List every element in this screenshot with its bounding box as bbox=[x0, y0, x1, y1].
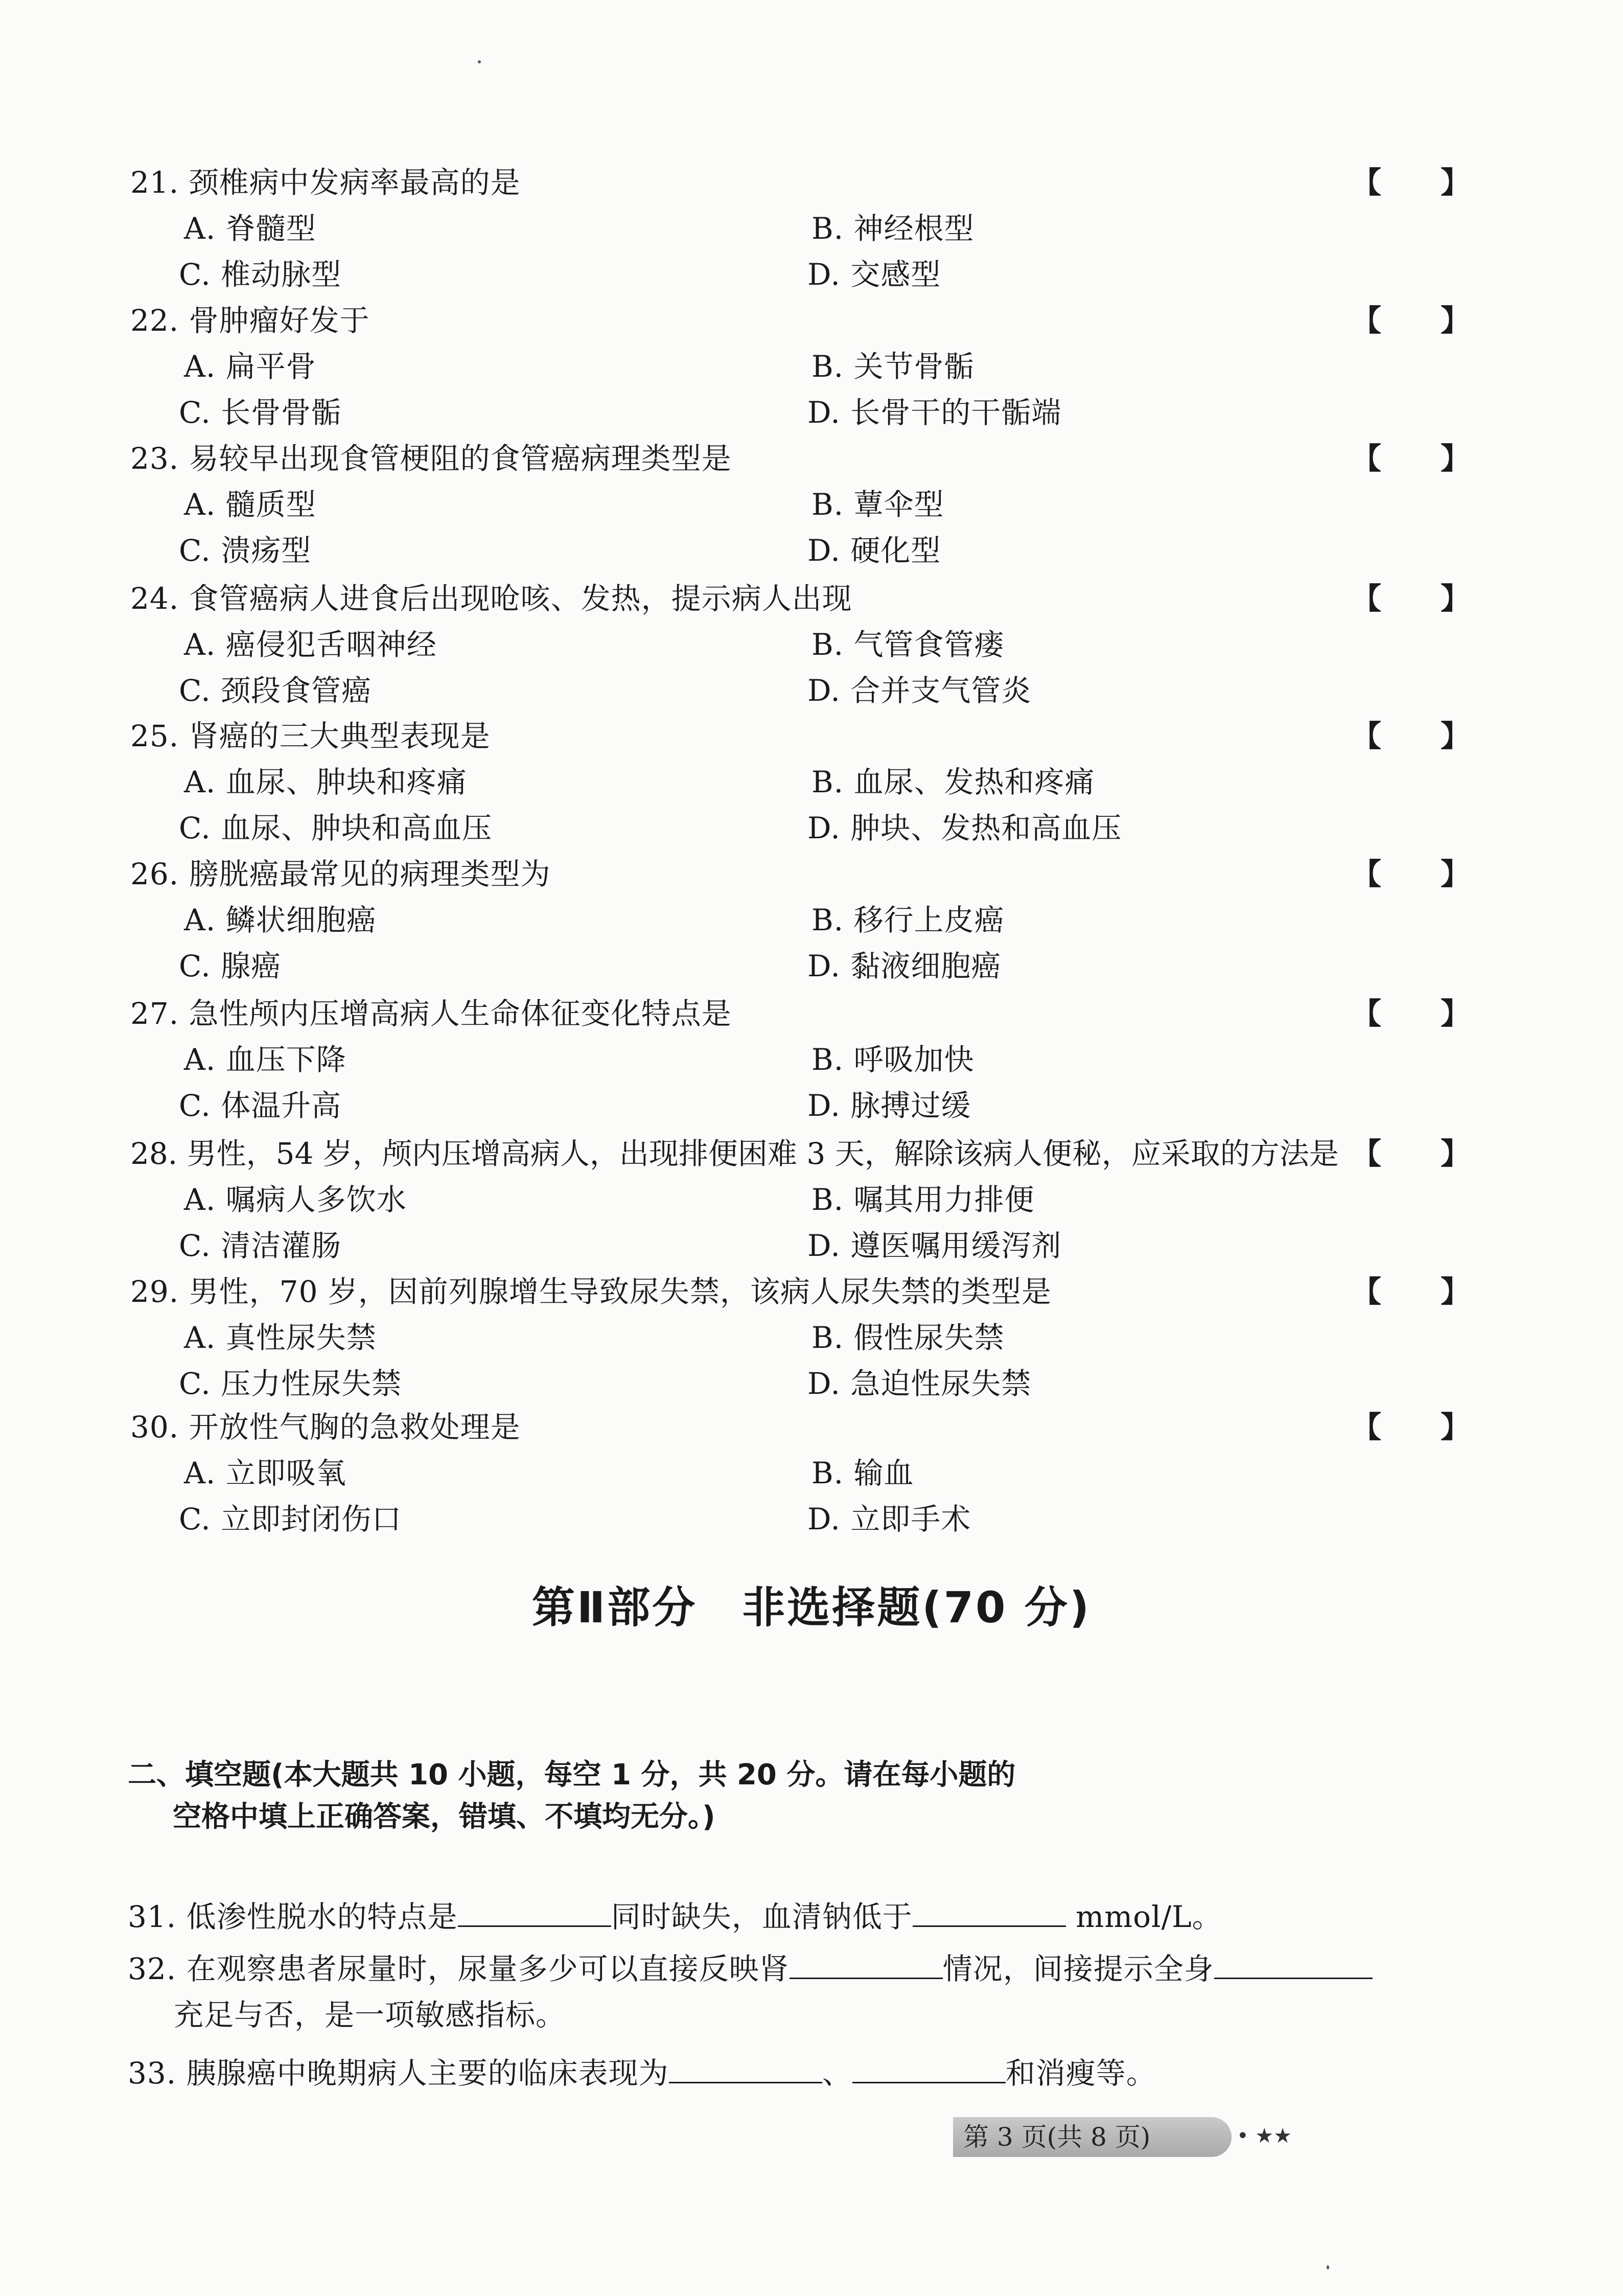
q32-blank-1[interactable] bbox=[790, 1949, 943, 1979]
option-b: B. 血尿、发热和疼痛 bbox=[812, 765, 1095, 799]
question-32-cont: 充足与否，是一项敏感指标。 bbox=[174, 1997, 566, 2032]
question-stem: 27. 急性颅内压增高病人生命体征变化特点是 bbox=[130, 996, 732, 1031]
option-a: A. 脊髓型 bbox=[184, 211, 316, 246]
option-b: B. 输血 bbox=[812, 1456, 914, 1490]
option-a: A. 扁平骨 bbox=[184, 349, 316, 384]
answer-bracket: 【 】 bbox=[1352, 581, 1471, 616]
option-c: C. 颈段食管癌 bbox=[179, 673, 372, 708]
option-d: D. 黏液细胞癌 bbox=[807, 949, 1002, 983]
question-stem: 28. 男性，54 岁，颅内压增高病人，出现排便困难 3 天，解除该病人便秘，应采取的方法是 bbox=[130, 1136, 1339, 1171]
option-c: C. 溃疡型 bbox=[179, 533, 312, 568]
option-c: C. 体温升高 bbox=[179, 1088, 342, 1123]
option-d: D. 立即手术 bbox=[807, 1502, 971, 1536]
option-a: A. 血压下降 bbox=[184, 1042, 346, 1077]
answer-bracket: 【 】 bbox=[1352, 1410, 1471, 1444]
answer-bracket: 【 】 bbox=[1352, 857, 1471, 891]
option-c: C. 血尿、肿块和高血压 bbox=[179, 811, 493, 845]
option-a: A. 立即吸氧 bbox=[184, 1456, 346, 1490]
option-c: C. 腺癌 bbox=[179, 949, 282, 983]
question-stem: 21. 颈椎病中发病率最高的是 bbox=[130, 165, 521, 200]
option-d: D. 交感型 bbox=[807, 257, 941, 292]
scan-speck bbox=[478, 60, 481, 63]
question-stem: 24. 食管癌病人进食后出现呛咳、发热，提示病人出现 bbox=[130, 581, 852, 616]
question-33 bbox=[128, 2053, 1156, 2091]
option-a: A. 癌侵犯舌咽神经 bbox=[184, 627, 437, 662]
question-30 bbox=[130, 1409, 1469, 1547]
answer-bracket: 【 】 bbox=[1352, 165, 1471, 200]
option-c: C. 立即封闭伤口 bbox=[179, 1502, 402, 1536]
option-b: B. 神经根型 bbox=[812, 211, 975, 246]
option-a: A. 血尿、肿块和疼痛 bbox=[184, 765, 467, 799]
question-26 bbox=[130, 856, 1469, 994]
option-d: D. 长骨干的干骺端 bbox=[807, 395, 1062, 430]
question-22 bbox=[130, 303, 1469, 441]
question-stem: 22. 骨肿瘤好发于 bbox=[130, 303, 370, 338]
q33-blank-2[interactable] bbox=[852, 2053, 1006, 2083]
option-a: A. 真性尿失禁 bbox=[184, 1320, 377, 1355]
q32-text-1: 32. 在观察患者尿量时，尿量多少可以直接反映肾 bbox=[128, 1951, 790, 1986]
option-b: B. 关节骨骺 bbox=[812, 349, 975, 384]
q32-text-2: 情况，间接提示全身 bbox=[942, 1951, 1214, 1986]
option-d: D. 合并支气管炎 bbox=[807, 673, 1032, 708]
option-b: B. 呼吸加快 bbox=[812, 1042, 975, 1077]
option-d: D. 肿块、发热和高血压 bbox=[807, 811, 1122, 845]
option-b: B. 假性尿失禁 bbox=[812, 1320, 1005, 1355]
option-b: B. 蕈伞型 bbox=[812, 487, 944, 522]
question-28 bbox=[130, 1136, 1469, 1274]
question-24 bbox=[130, 581, 1469, 719]
question-stem: 25. 肾癌的三大典型表现是 bbox=[130, 719, 491, 753]
answer-bracket: 【 】 bbox=[1352, 719, 1471, 753]
question-stem: 23. 易较早出现食管梗阻的食管癌病理类型是 bbox=[130, 441, 732, 476]
option-b: B. 移行上皮癌 bbox=[812, 903, 1005, 937]
star-ornament-icon: • ★★ bbox=[1237, 2124, 1292, 2148]
option-a: A. 嘱病人多饮水 bbox=[184, 1182, 407, 1217]
question-32 bbox=[128, 1949, 1373, 1987]
question-31 bbox=[128, 1897, 1222, 1935]
scan-speck bbox=[1327, 2265, 1329, 2269]
option-c: C. 清洁灌肠 bbox=[179, 1228, 342, 1263]
question-21 bbox=[130, 165, 1469, 303]
option-d: D. 硬化型 bbox=[807, 533, 941, 568]
fill-section-heading-cont: 空格中填上正确答案，错填、不填均无分。) bbox=[173, 1800, 715, 1833]
q33-text-1: 33. 胰腺癌中晚期病人主要的临床表现为 bbox=[128, 2056, 669, 2091]
option-b: B. 气管食管瘘 bbox=[812, 627, 1005, 662]
option-a: A. 髓质型 bbox=[184, 487, 316, 522]
fill-section-heading: 二、填空题(本大题共 10 小题，每空 1 分，共 20 分。请在每小题的 bbox=[128, 1758, 1016, 1792]
answer-bracket: 【 】 bbox=[1352, 441, 1471, 476]
option-c: C. 压力性尿失禁 bbox=[179, 1366, 402, 1401]
question-29 bbox=[130, 1274, 1469, 1412]
option-c: C. 长骨骨骺 bbox=[179, 395, 342, 430]
option-d: D. 急迫性尿失禁 bbox=[807, 1366, 1032, 1401]
page-number-badge: 第 3 页(共 8 页) bbox=[953, 2117, 1232, 2157]
q31-text-3: mmol/L。 bbox=[1065, 1899, 1222, 1934]
option-d: D. 遵医嘱用缓泻剂 bbox=[807, 1228, 1062, 1263]
answer-bracket: 【 】 bbox=[1352, 1136, 1471, 1171]
option-a: A. 鳞状细胞癌 bbox=[184, 903, 377, 937]
q31-blank-1[interactable] bbox=[458, 1897, 611, 1927]
question-23 bbox=[130, 441, 1469, 579]
question-25 bbox=[130, 718, 1469, 856]
q31-text-1: 31. 低渗性脱水的特点是 bbox=[128, 1899, 458, 1934]
q31-text-2: 同时缺失，血清钠低于 bbox=[611, 1899, 913, 1934]
question-stem: 26. 膀胱癌最常见的病理类型为 bbox=[130, 857, 551, 891]
q33-text-3: 和消瘦等。 bbox=[1005, 2056, 1156, 2091]
answer-bracket: 【 】 bbox=[1352, 996, 1471, 1031]
q33-blank-1[interactable] bbox=[669, 2053, 822, 2083]
answer-bracket: 【 】 bbox=[1352, 303, 1471, 338]
question-stem: 30. 开放性气胸的急救处理是 bbox=[130, 1410, 521, 1444]
answer-bracket: 【 】 bbox=[1352, 1274, 1471, 1309]
section-title: 第Ⅱ部分 非选择题(70 分) bbox=[531, 1582, 1092, 1633]
question-stem: 29. 男性，70 岁，因前列腺增生导致尿失禁，该病人尿失禁的类型是 bbox=[130, 1274, 1052, 1309]
option-c: C. 椎动脉型 bbox=[179, 257, 342, 292]
q32-blank-2[interactable] bbox=[1214, 1949, 1373, 1979]
option-d: D. 脉搏过缓 bbox=[807, 1088, 971, 1123]
q33-text-2: 、 bbox=[822, 2056, 852, 2091]
question-27 bbox=[130, 996, 1469, 1134]
q31-blank-2[interactable] bbox=[913, 1897, 1066, 1927]
option-b: B. 嘱其用力排便 bbox=[812, 1182, 1035, 1217]
